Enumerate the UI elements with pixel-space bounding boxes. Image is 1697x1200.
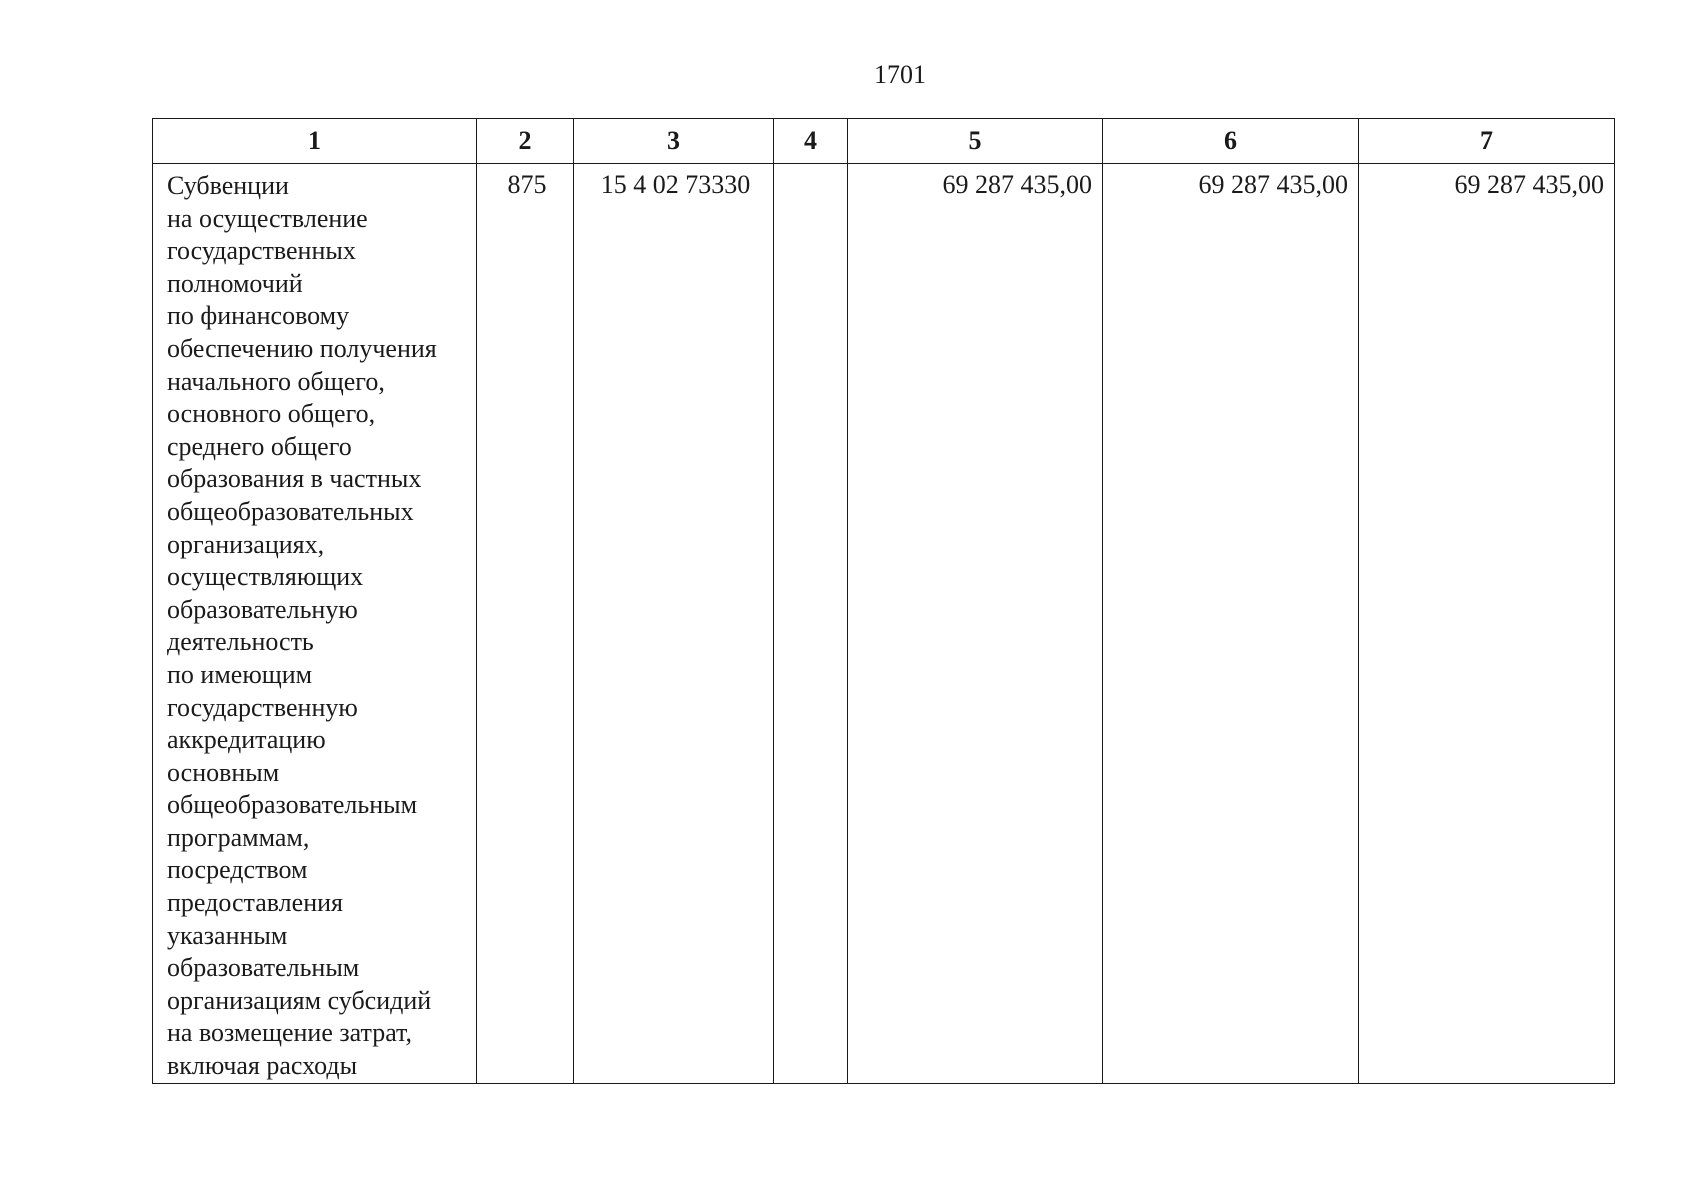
header-col-4: 4	[774, 119, 848, 164]
description-line: организациях,	[167, 529, 325, 559]
description-line: государственных	[167, 236, 356, 266]
header-col-5: 5	[848, 119, 1103, 164]
header-col-3: 3	[574, 119, 774, 164]
description-line: программам,	[167, 822, 310, 852]
table-row	[153, 164, 1615, 1084]
expense-type-cell	[774, 164, 848, 1084]
header-col-6: 6	[1103, 119, 1359, 164]
target-article-cell: 15 4 02 73330	[574, 164, 774, 1084]
description-line: на возмещение затрат,	[167, 1018, 412, 1048]
description-cell	[153, 164, 477, 1084]
description-line: по имеющим	[167, 659, 313, 689]
description-line: государственную	[167, 692, 358, 722]
description-line: включая расходы	[167, 1051, 358, 1081]
amount-cell-5: 69 287 435,00	[848, 164, 1103, 1084]
description-line: указанным	[167, 920, 288, 950]
budget-table	[152, 118, 1615, 1084]
description-line: предоставления	[167, 888, 343, 918]
description-line: основным	[167, 757, 280, 787]
page-number: 1701	[874, 60, 926, 89]
amount-cell-6: 69 287 435,00	[1103, 164, 1359, 1084]
description-line: осуществляющих	[167, 562, 364, 592]
description-line: начального общего,	[167, 366, 385, 396]
description-line: организациям субсидий	[167, 985, 432, 1015]
header-col-2: 2	[477, 119, 574, 164]
description-line: образовательным	[167, 953, 360, 983]
description-line: аккредитацию	[167, 725, 326, 755]
description-line: основного общего,	[167, 399, 376, 429]
header-col-1: 1	[153, 119, 477, 164]
description-line: Субвенции	[167, 171, 289, 200]
header-col-7: 7	[1359, 119, 1615, 164]
description-line: по финансовому	[167, 301, 350, 331]
description-text	[167, 170, 466, 1083]
header-row	[153, 119, 1615, 164]
description-line: общеобразовательных	[167, 496, 414, 526]
amount-cell-7: 69 287 435,00	[1359, 164, 1615, 1084]
code-cell: 875	[477, 164, 574, 1084]
description-line: посредством	[167, 855, 308, 885]
description-line: образования в частных	[167, 464, 422, 494]
description-line: среднего общего	[167, 431, 352, 461]
description-line: на осуществление	[167, 203, 368, 233]
description-line: деятельность	[167, 627, 314, 657]
description-line: полномочий	[167, 268, 303, 298]
description-line: образовательную	[167, 594, 358, 624]
description-line: обеспечению получения	[167, 333, 437, 363]
description-line: общеобразовательным	[167, 790, 418, 820]
